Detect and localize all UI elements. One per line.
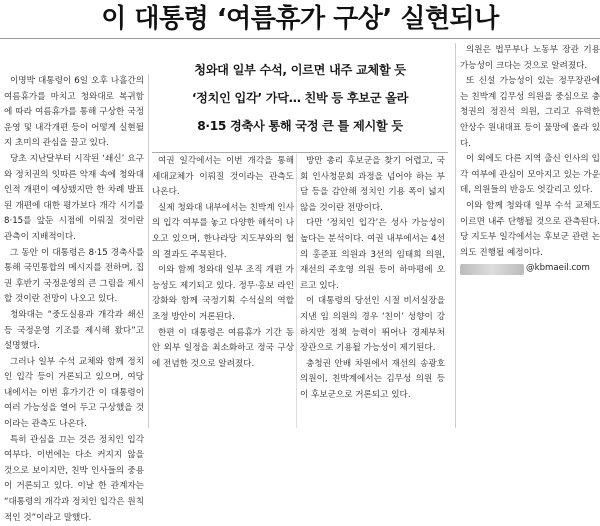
- paragraph: 의원은 법무부나 노동부 장관 기용 가능성이 크다는 것으로 알려졌다.: [460, 45, 600, 71]
- paragraph: 이 대통령의 당선인 시절 비서실장을 지낸 임 의원의 경우 ‘친이’ 성향이 강하지만 정책 능력이 뛰어나 경제부처 장관으로 기용될 가능성이 제기된다.: [300, 296, 445, 354]
- subheadline-1: 청와대 일부 수석, 이르면 내주 교체할 듯: [194, 63, 406, 77]
- paragraph: 이와 함께 청와대 일부 수석 교체도 이르면 내주 단행될 것으로 관측된다. 당 지도부 일각에서는 후보군 관련 논의도 진행될 예정이다.: [460, 200, 600, 258]
- subheadline-3: 8·15 경축사 통해 국정 큰 틀 제시할 듯: [197, 119, 403, 133]
- paragraph: 이 외에도 다른 지역 출신 인사의 입각 여부에 관심이 모아지고 있는 가운데, 의원들의 반응도 엇갈리고 있다.: [460, 154, 600, 196]
- paragraph: 이와 함께 청와대 일부 조직 개편 가능성도 제기되고 있다. 정무·홍보 라인 강화와 함께 국정기획 수석실의 역할 조정 방안이 거론된다.: [152, 265, 294, 322]
- column-divider: [296, 154, 297, 428]
- paragraph: 그 동안 이 대통령은 8·15 경축사를 통해 국민통합의 메시지를 전하며, 집권 후반기 국정운영의 큰 그림을 제시할 것이란 전망이 나오고 있다.: [4, 247, 144, 305]
- paragraph: 충청권 안배 차원에서 재선의 송광호 의원이, 친박계에서는 김무성 의원 등이 후보군으로 거론되고 있다.: [300, 358, 445, 400]
- redacted-name: [460, 264, 524, 275]
- paragraph: 이명박 대통령이 6일 오후 나흘간의 여름휴가를 마치고 청와대로 복귀함에 따라 여름휴가를 통해 구상한 국정운영 및 내각개편 등이 어떻게 실현될 지 초미의 관심을 끌고 있다.: [4, 76, 144, 149]
- paragraph: 다만 ‘정치인 입각’은 성사 가능성이 높다는 분석이다. 여권 내부에서는 4선의 홍준표 의원과 3선의 임태희 의원, 재선의 주호영 의원 등이 하마평에 오르고 있다.: [300, 218, 445, 291]
- paragraph: 당초 지난달부터 시작된 ‘쇄신’ 요구와 정치권의 잇따른 악재 속에 청와대 인적 개편이 예상됐지만 한 차례 발표된 개편에 대한 평가보다 개각 시기를 8·15를 앞둔 시점에 이뤄질 것이란 관측이 지배적이다.: [4, 153, 144, 242]
- subheadline-box: [152, 40, 448, 153]
- headline: 이 대통령 ‘여름휴가 구상’ 실현되나: [0, 0, 600, 39]
- paragraph: 청와대는 “중도실용과 개각과 쇄신 등 국정운영 기조를 제시해 왔다”고 설명했다.: [4, 309, 144, 352]
- paragraph: 한편 이 대통령은 여름휴가 기간 동안 외부 일정을 최소화하고 정국 구상에 전념한 것으로 알려졌다.: [152, 327, 294, 369]
- paragraph: 실제 청와대 내부에서는 친박계 인사의 입각 여부를 놓고 다양한 해석이 나오고 있으며, 한나라당 지도부와의 협의 결과도 주목된다.: [152, 202, 294, 260]
- paragraph: 특히 관심을 끄는 것은 정치인 입각 여부다. 이번에는 다소 커지지 않을 것으로 보이지만, 친박 인사들의 중용이 거론되고 있다. 이날 한 관계자는 “대통령의 개각과 정치인 입각은 원칙적인 것”이라고 말했다.: [4, 434, 144, 523]
- center-column-b: [300, 154, 445, 428]
- byline: [460, 261, 600, 277]
- paragraph: 여권 일각에서는 이번 개각을 통해 세대교체가 이뤄질 것이라는 관측도 나온다.: [152, 156, 294, 198]
- subheadline-2: ‘정치인 입각’ 가닥… 친박 등 후보군 올라: [191, 91, 409, 105]
- left-column: [4, 74, 149, 523]
- right-column: [455, 43, 600, 428]
- paragraph: 그러나 일부 수석 교체와 함께 정치인 입각 등이 거론되고 있으며, 여당 내에서는 이번 휴가기간 이 대통령이 여러 가능성을 열어 두고 구상했을 것이라는 관측도 나온다.: [4, 356, 144, 430]
- paragraph: 방만 총리 후보군을 찾기 어렵고, 국회 인사청문회 과정을 넘어야 하는 부담 등을 감안해 정치인 기용 폭이 넓지 않을 것이란 전망이다.: [300, 156, 445, 213]
- paragraph: 또 신설 가능성이 있는 정무장관에는 친박계 김무성 의원을 중심으로 충청권의 정진석 의원, 그리고 유력한 안상수 원내대표 등이 물망에 올라 있다.: [460, 76, 600, 149]
- center-column-a: [152, 154, 294, 428]
- email-domain: @kbmaeil.com: [526, 263, 590, 274]
